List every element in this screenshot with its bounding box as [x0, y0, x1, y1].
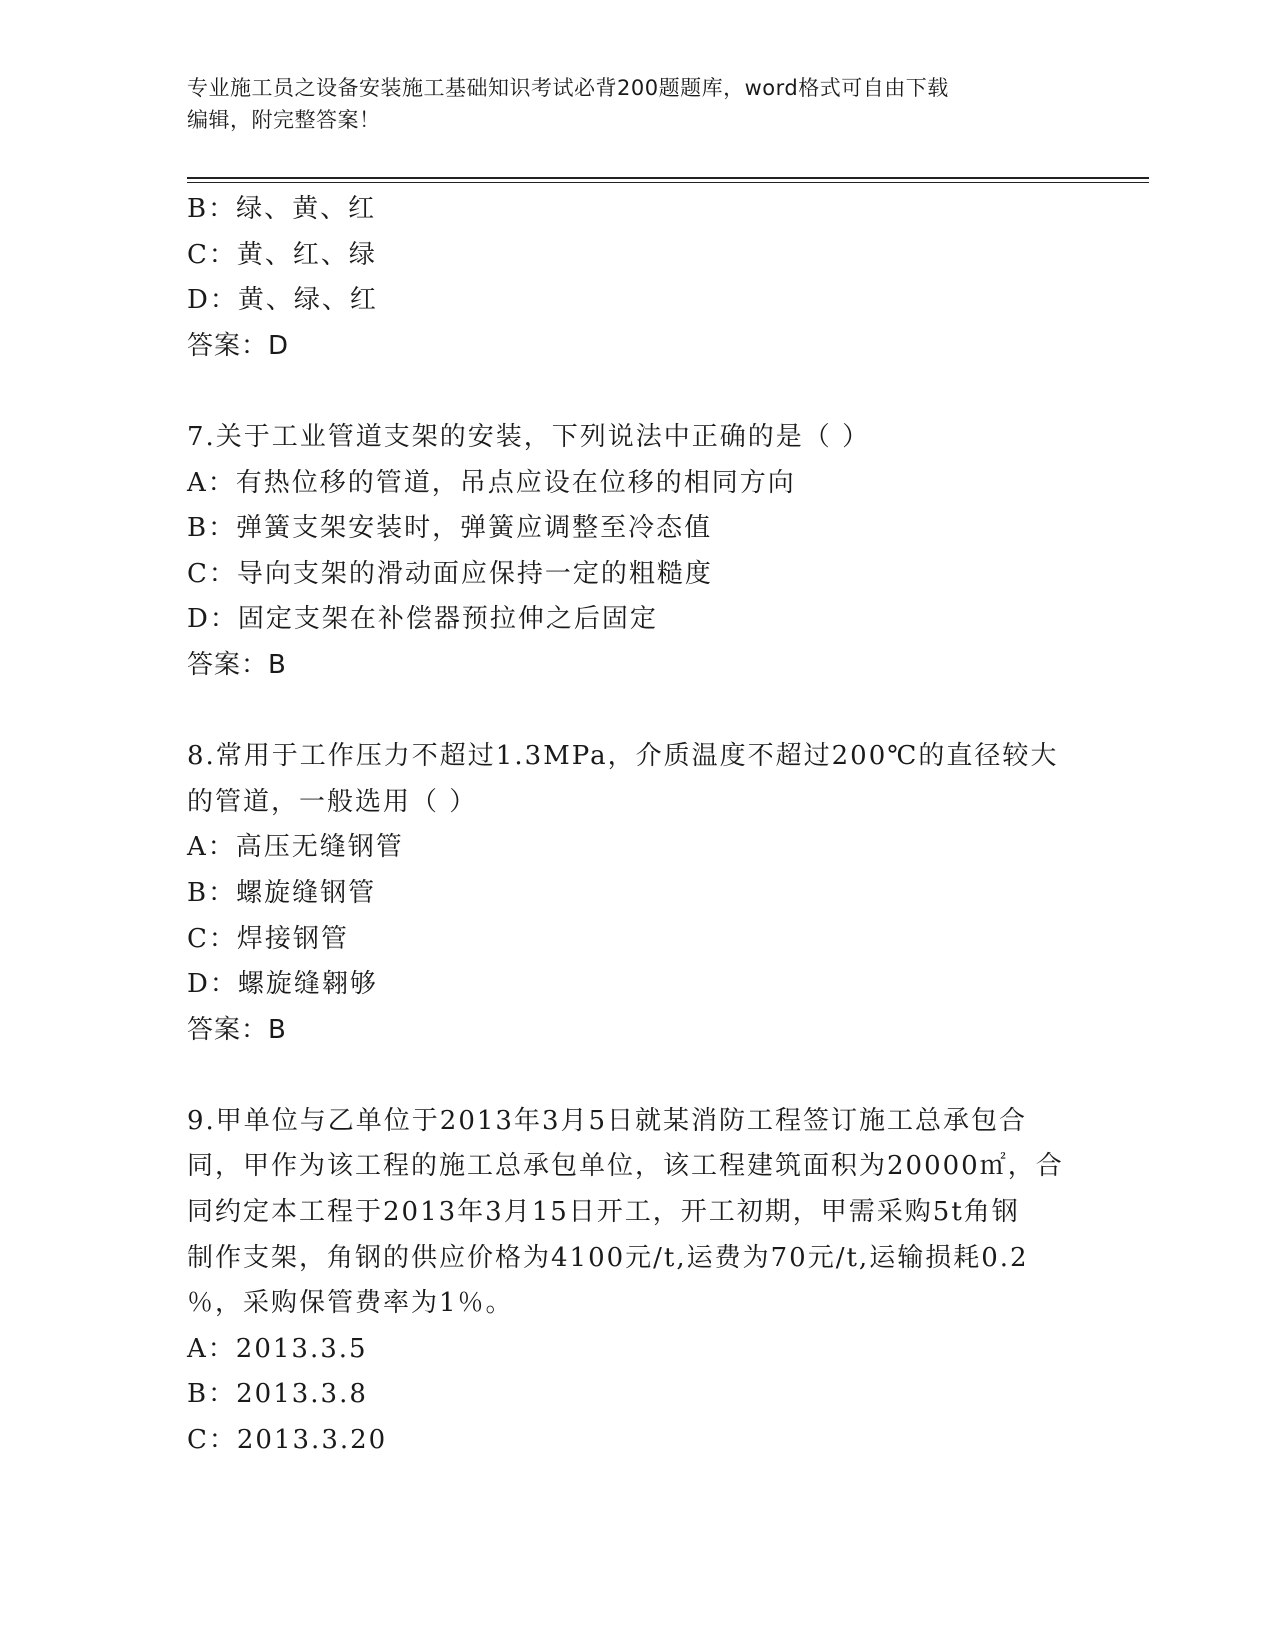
- question-6-continuation: [187, 187, 1087, 369]
- question-7: [187, 415, 1087, 689]
- answer-line: 答案：B: [187, 649, 287, 680]
- question-stem: ％，采购保管费率为1％。: [187, 1288, 514, 1319]
- header-divider-thin: [187, 182, 1149, 183]
- option-a: A：有热位移的管道，吊点应设在位移的相同方向: [187, 467, 796, 498]
- header-line-1: 专业施工员之设备安装施工基础知识考试必背200题题库，word格式可自由下载: [187, 76, 949, 100]
- header-divider-thick: [187, 177, 1149, 179]
- document-header: [187, 72, 1067, 136]
- question-stem: 9.甲单位与乙单位于2013年3月5日就某消防工程签订施工总承包合: [187, 1105, 1028, 1136]
- question-stem: 同，甲作为该工程的施工总承包单位，该工程建筑面积为20000㎡，合: [187, 1151, 1064, 1182]
- question-stem: 制作支架，角钢的供应价格为4100元/t,运费为70元/t,运输损耗0.2: [187, 1242, 1029, 1273]
- question-stem: 同约定本工程于2013年3月15日开工，开工初期，甲需采购5t角钢: [187, 1197, 1020, 1228]
- option-b: B：螺旋缝钢管: [187, 877, 377, 908]
- question-stem: 的管道，一般选用（ ）: [187, 786, 478, 817]
- answer-line: 答案：D: [187, 330, 290, 361]
- question-stem: 7.关于工业管道支架的安装，下列说法中正确的是（ ）: [187, 421, 871, 452]
- option-b: B：绿、黄、红: [187, 194, 377, 224]
- option-c: C：2013.3.20: [187, 1425, 388, 1456]
- option-b: B：弹簧支架安装时，弹簧应调整至冷态值: [187, 513, 713, 544]
- option-c: C：黄、红、绿: [187, 239, 377, 270]
- option-d: D：黄、绿、红: [187, 285, 378, 316]
- question-8: [187, 734, 1087, 1053]
- option-a: A：2013.3.5: [187, 1333, 368, 1364]
- option-b: B：2013.3.8: [187, 1379, 368, 1410]
- document-body: [187, 187, 1087, 1464]
- spacer: [187, 369, 1087, 415]
- option-d: D：固定支架在补偿器预拉伸之后固定: [187, 604, 658, 635]
- answer-line: 答案：B: [187, 1014, 287, 1045]
- spacer: [187, 689, 1087, 735]
- option-c: C：导向支架的滑动面应保持一定的粗糙度: [187, 558, 713, 589]
- question-stem: 8.常用于工作压力不超过1.3MPa，介质温度不超过200℃的直径较大: [187, 741, 1059, 772]
- option-a: A：高压无缝钢管: [187, 832, 404, 863]
- header-line-2: 编辑，附完整答案！: [187, 108, 381, 132]
- spacer: [187, 1053, 1087, 1099]
- option-c: C：焊接钢管: [187, 923, 349, 954]
- option-d: D：螺旋缝翱够: [187, 969, 378, 1000]
- question-9: [187, 1099, 1087, 1464]
